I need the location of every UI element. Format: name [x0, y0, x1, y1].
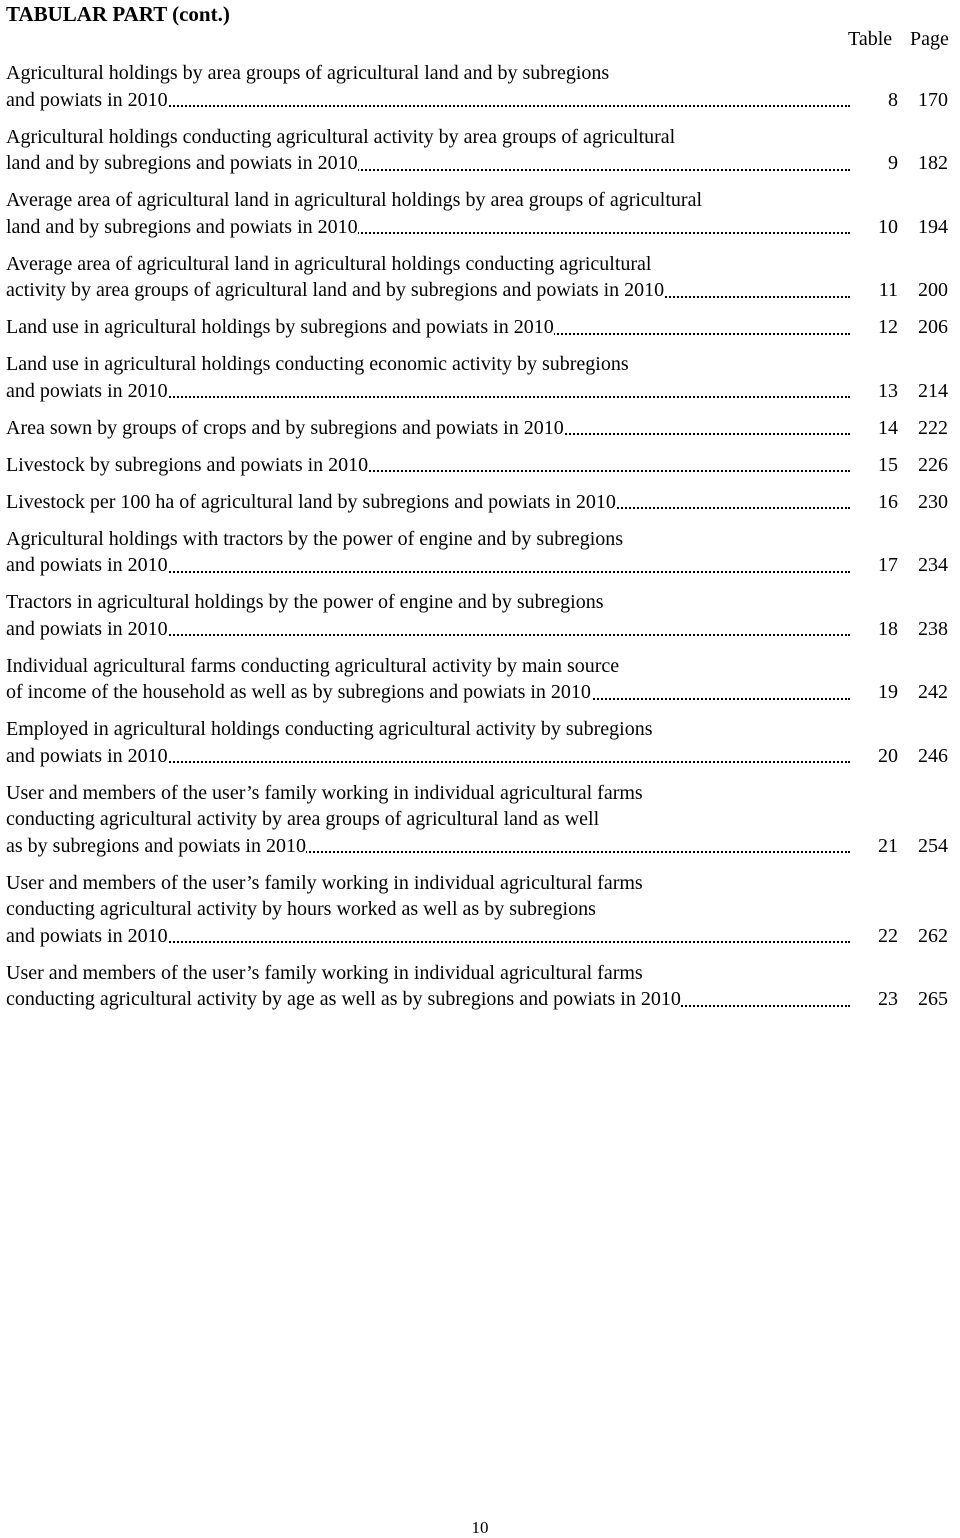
- toc-entry-table-number: 20: [878, 744, 898, 767]
- toc-entry-table-number: 12: [878, 316, 898, 338]
- toc-entry-table-number: 8: [888, 88, 898, 111]
- toc-entry[interactable]: [6, 351, 954, 404]
- toc-entry-title-line: User and members of the user’s family working in individual agricultural farms: [6, 781, 643, 804]
- toc-entry-page-number: 200: [918, 279, 948, 301]
- toc-entry-title-line: conducting agricultural activity by area groups of agricultural land as well: [6, 808, 600, 830]
- page-number: 10: [471, 1518, 489, 1537]
- section-heading: TABULAR PART (cont.): [6, 2, 230, 26]
- toc-entry-page-number: 182: [918, 152, 948, 174]
- toc-entry-page-number: 234: [918, 554, 948, 576]
- toc-entry[interactable]: [6, 780, 954, 860]
- toc-entry-table-number: 13: [878, 379, 898, 402]
- toc-entry-table-number: 9: [888, 152, 898, 174]
- toc-entry-title-line: Agricultural holdings with tractors by the power of engine and by subregions: [6, 527, 624, 550]
- toc-entry[interactable]: [6, 589, 954, 642]
- toc-entry-title-line-with-leader: and powiats in 2010: [6, 378, 850, 405]
- toc-entry[interactable]: [6, 960, 954, 1013]
- toc-entry-page-number: 194: [918, 215, 948, 238]
- toc-entry-table-number: 15: [878, 453, 898, 476]
- toc-entry-title-line-with-leader: as by subregions and powiats in 2010: [6, 833, 850, 860]
- toc-entry-table-number: 11: [878, 279, 898, 301]
- toc-entry-table-number: 17: [878, 554, 898, 576]
- toc-entry-title-line: Land use in agricultural holdings conducting economic activity by subregions: [6, 353, 629, 375]
- toc-entry-title-line-with-leader: and powiats in 2010: [6, 743, 850, 770]
- toc-entry-title: [6, 452, 954, 479]
- toc-entry-title-line: Agricultural holdings by area groups of agricultural land and by subregions: [6, 62, 610, 84]
- toc-entry-title-line-with-leader: activity by area groups of agricultural land and by subregions and powiats in 2010: [6, 277, 850, 304]
- toc-entry-title: [6, 653, 954, 706]
- toc-entry-title: [6, 870, 954, 950]
- toc-entry-page-number: 206: [918, 316, 948, 338]
- toc-entry-title-line-with-leader: conducting agricultural activity by age as well as by subregions and powiats in 2010: [6, 986, 850, 1013]
- toc-entry-page-number: 222: [918, 416, 948, 439]
- toc-entry-table-number: 10: [878, 215, 898, 238]
- toc-entry-title-line-with-leader: and powiats in 2010: [6, 552, 850, 579]
- page-column-label: Page: [910, 28, 949, 50]
- toc-entry-page-number: 226: [918, 453, 948, 476]
- toc-entry-table-number: 19: [878, 681, 898, 703]
- toc-entry-title: [6, 314, 954, 341]
- toc-entry-title: [6, 124, 954, 177]
- toc-entry-title: [6, 716, 954, 769]
- toc-entry-title-line: User and members of the user’s family working in individual agricultural farms: [6, 871, 643, 894]
- toc-entry-title: [6, 960, 954, 1013]
- toc-entry-title-line-with-leader: Livestock by subregions and powiats in 2010: [6, 452, 850, 479]
- toc-entry[interactable]: [6, 526, 954, 579]
- toc-entry[interactable]: [6, 653, 954, 706]
- toc-entry-title: [6, 589, 954, 642]
- toc-entry[interactable]: [6, 415, 954, 442]
- toc-entry[interactable]: [6, 251, 954, 304]
- toc-entry[interactable]: [6, 870, 954, 950]
- toc-entry-title-line: Agricultural holdings conducting agricultural activity by area groups of agricultural: [6, 125, 676, 148]
- toc-entry-title: [6, 780, 954, 860]
- toc-entry-title-line-with-leader: and powiats in 2010: [6, 87, 850, 114]
- toc-entry-title-line: conducting agricultural activity by hours worked as well as by subregions: [6, 898, 596, 920]
- toc-entry[interactable]: [6, 124, 954, 177]
- toc-entry-table-number: 22: [878, 924, 898, 947]
- toc-entry-title-line-with-leader: and powiats in 2010: [6, 616, 850, 643]
- toc-entry-title-line-with-leader: Land use in agricultural holdings by subregions and powiats in 2010: [6, 314, 850, 341]
- table-of-contents: [6, 60, 954, 1023]
- toc-entry-title: [6, 415, 954, 442]
- toc-entry-title-line: Employed in agricultural holdings conducting agricultural activity by subregions: [6, 718, 653, 740]
- toc-entry-page-number: 242: [918, 681, 948, 703]
- toc-entry-page-number: 230: [918, 490, 948, 513]
- toc-entry-table-number: 18: [878, 617, 898, 640]
- toc-entry-table-number: 21: [878, 834, 898, 857]
- toc-entry[interactable]: [6, 716, 954, 769]
- toc-entry[interactable]: [6, 452, 954, 479]
- toc-entry-title: [6, 251, 954, 304]
- toc-entry[interactable]: [6, 60, 954, 113]
- toc-entry-page-number: 262: [918, 924, 948, 947]
- toc-entry-title: [6, 60, 954, 113]
- toc-entry-page-number: 214: [918, 379, 948, 402]
- toc-entry-title-line-with-leader: land and by subregions and powiats in 2010: [6, 214, 850, 241]
- table-column-label: Table: [848, 28, 893, 50]
- toc-entry-title: [6, 351, 954, 404]
- toc-entry-page-number: 254: [918, 834, 948, 857]
- toc-entry-page-number: 246: [918, 744, 948, 767]
- toc-entry-title-line: Tractors in agricultural holdings by the power of engine and by subregions: [6, 591, 604, 613]
- toc-entry-title: [6, 526, 954, 579]
- toc-entry-title-line: Average area of agricultural land in agricultural holdings by area groups of agricultural: [6, 189, 703, 211]
- toc-entry-title-line-with-leader: and powiats in 2010: [6, 923, 850, 950]
- toc-entry-title: [6, 187, 954, 240]
- toc-entry-table-number: 14: [878, 416, 898, 439]
- toc-entry-title-line-with-leader: land and by subregions and powiats in 2010: [6, 150, 850, 177]
- toc-entry[interactable]: [6, 187, 954, 240]
- toc-entry[interactable]: [6, 314, 954, 341]
- toc-entry-page-number: 238: [918, 617, 948, 640]
- toc-entry-table-number: 16: [878, 490, 898, 513]
- toc-entry-page-number: 265: [918, 988, 948, 1010]
- toc-entry-title: [6, 489, 954, 516]
- toc-entry-title-line-with-leader: Area sown by groups of crops and by subregions and powiats in 2010: [6, 415, 850, 442]
- toc-entry[interactable]: [6, 489, 954, 516]
- toc-entry-title-line-with-leader: Livestock per 100 ha of agricultural land by subregions and powiats in 2010: [6, 489, 850, 516]
- toc-entry-title-line: Individual agricultural farms conducting agricultural activity by main source: [6, 654, 620, 677]
- toc-entry-title-line-with-leader: of income of the household as well as by subregions and powiats in 2010: [6, 679, 850, 706]
- toc-entry-page-number: 170: [918, 88, 948, 111]
- toc-entry-title-line: Average area of agricultural land in agricultural holdings conducting agricultural: [6, 252, 652, 275]
- toc-entry-table-number: 23: [878, 988, 898, 1010]
- toc-entry-title-line: User and members of the user’s family working in individual agricultural farms: [6, 961, 643, 984]
